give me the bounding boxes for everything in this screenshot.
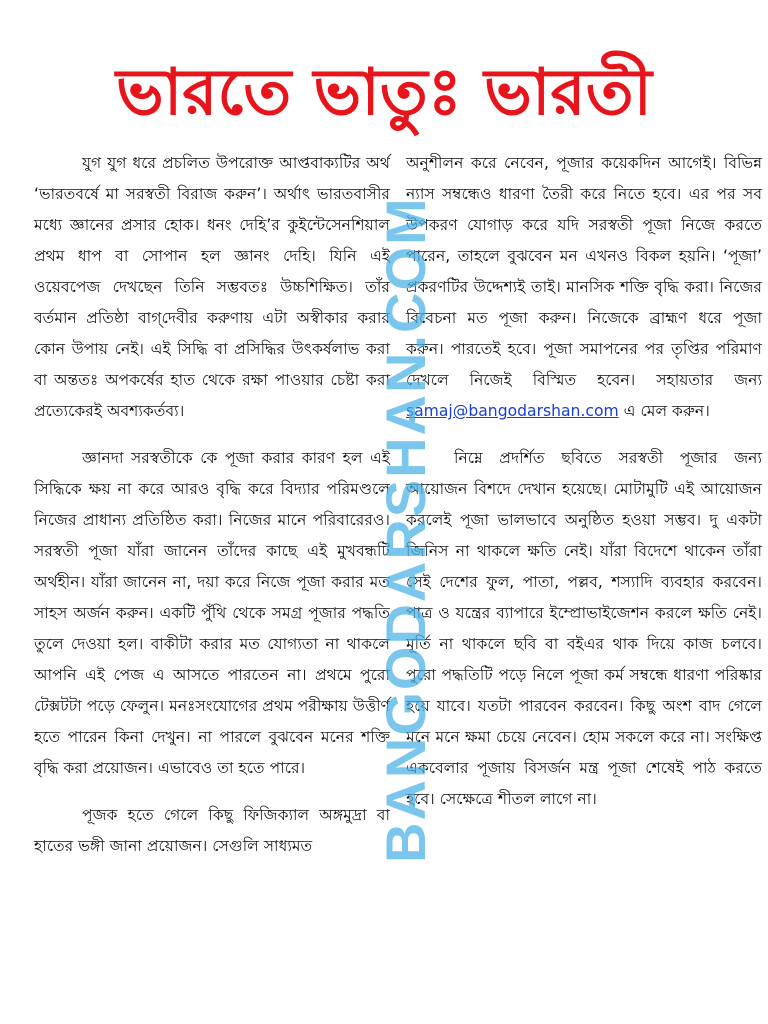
left-column [34,148,390,878]
paragraph-arrangement: নিম্নে প্রদর্শিত ছবিতে সরস্বতী পূজার জন্য আয়োজন বিশদে দেখান হয়েছে। মোটামুটি এই আয়োজন করলেই পূজা ভালভাবে অনুষ্ঠিত হওয়া সম্ভব। দু একটা জিনিস না থাকলে ক্ষতি নেই। যাঁরা বিদেশে থাকেন তাঁরা সেই দেশের ফুল, পাতা, পল্লব, শস্যাদি ব্যবহার করবেন। পাত্র ও যন্ত্রের ব্যাপারে ইম্প্রোভাইজেশন করলে ক্ষতি নেই। মূর্তি না থাকলে ছবি বা বইএর থাক দিয়ে কাজ চলবে। পুরো পদ্ধতিটি পড়ে নিলে পূজা কর্ম সম্বন্ধে ধারণা পরিষ্কার হয়ে যাবে। যতটা পারবেন করবেন। কিছু অংশ বাদ গেলে মনে মনে ক্ষমা চেয়ে নেবেন। হোম সকলে করে না। সংক্ষিপ্ত একবেলার পূজায় বিসর্জন মন্ত্র পূজা শেষেই পাঠ করতে হবে। সেক্ষেত্রে শীতল লাগে না। [406,449,762,808]
paragraph-mudra: পূজক হতে গেলে কিছু ফিজিক্যাল অঙ্গমুদ্রা বা হাতের ভঙ্গী জানা প্রয়োজন। সেগুলি সাধ্যমত [34,806,390,855]
right-column [406,148,762,831]
paragraph-practice [406,148,762,427]
page-title: ভারতে ভাতুঃ ভারতী [116,56,652,130]
watermark-text: BANGODARSHAN.COM [374,196,437,864]
email-link[interactable]: samaj@bangodarshan.com [406,402,619,420]
paragraph-reason: জ্ঞানদা সরস্বতীকে কে পূজা করার কারণ হল এই সিদ্ধিকে ক্ষয় না করে আরও বৃদ্ধি করে বিদ্যার পরিমণ্ডলে নিজের প্রাধান্য প্রতিষ্ঠিত করা। নিজের মানে পরিবারেরও। সরস্বতী পূজা যাঁরা জানেন তাঁদের কাছে এই মুখবন্ধটি অর্থহীন। যাঁরা জানেন না, দয়া করে নিজে পূজা করার মত সাহস অর্জন করুন। একটি পুঁথি থেকে সমগ্র পূজার পদ্ধতি তুলে দেওয়া হল। বাকীটা করার মত যোগ্যতা না থাকলে আপনি এই পেজ এ আসতে পারতেন না। প্রথমে পুরো টেক্সটটা পড়ে ফেলুন। মনঃসংযোগের প্রথম পরীক্ষায় উত্তীর্ণ হতে পারেন কিনা দেখুন। না পারলে বুঝবেন মনের শক্তি বৃদ্ধি করা প্রয়োজন। এভাবেও তা হতে পারে। [34,449,390,777]
paragraph-practice-text: অনুশীলন করে নেবেন, পূজার কয়েকদিন আগেই। বিভিন্ন ন্যাস সম্বন্ধেও ধারণা তৈরী করে নিতে হবে। এর পর সব উপকরণ যোগাড় করে যদি সরস্বতী পূজা নিজে করতে পারেন, তাহলে বুঝবেন মন এখনও বিকল হয়নি। ‘পূজা’ প্রকরণটির উদ্দেশ্যই তাই। মানসিক শক্তি বৃদ্ধি করা। নিজের বিবেচনা মত পূজা করুন। নিজেকে ব্রাহ্মণ ধরে পূজা করুন। পারতেই হবে। পূজা সমাপনের পর তৃপ্তির পরিমাণ দেখলে নিজেই বিস্মিত হবেন। সহায়তার জন্য [406,154,762,389]
email-suffix: এ মেল করুন। [618,402,710,420]
paragraph-intro: যুগ যুগ ধরে প্রচলিত উপরোক্ত আপ্তবাক্যটির অর্থ ‘ভারতবর্ষে মা সরস্বতী বিরাজ করুন’। অর্থাৎ ভারতবাসীর মধ্যে জ্ঞানের প্রসার হোক। ধনং দেহি’র কুইন্টেসেনশিয়াল প্রথম ধাপ বা সোপান হল জ্ঞানং দেহি। যিনি এই ওয়েবপেজ দেখছেন তিনি সম্ভবতঃ উচ্চশিক্ষিত। তাঁর বর্তমান প্রতিষ্ঠা বাগ্‌দেবীর করুণায় এটা অস্বীকার করার কোন উপায় নেই। এই সিদ্ধি বা প্রসিদ্ধির উৎকর্ষলাভ করা বা অন্ততঃ অপকর্ষের হাত থেকে রক্ষা পাওয়ার চেষ্টা করা প্রত্যেকেরই অবশ্যকর্তব্য। [34,154,390,420]
